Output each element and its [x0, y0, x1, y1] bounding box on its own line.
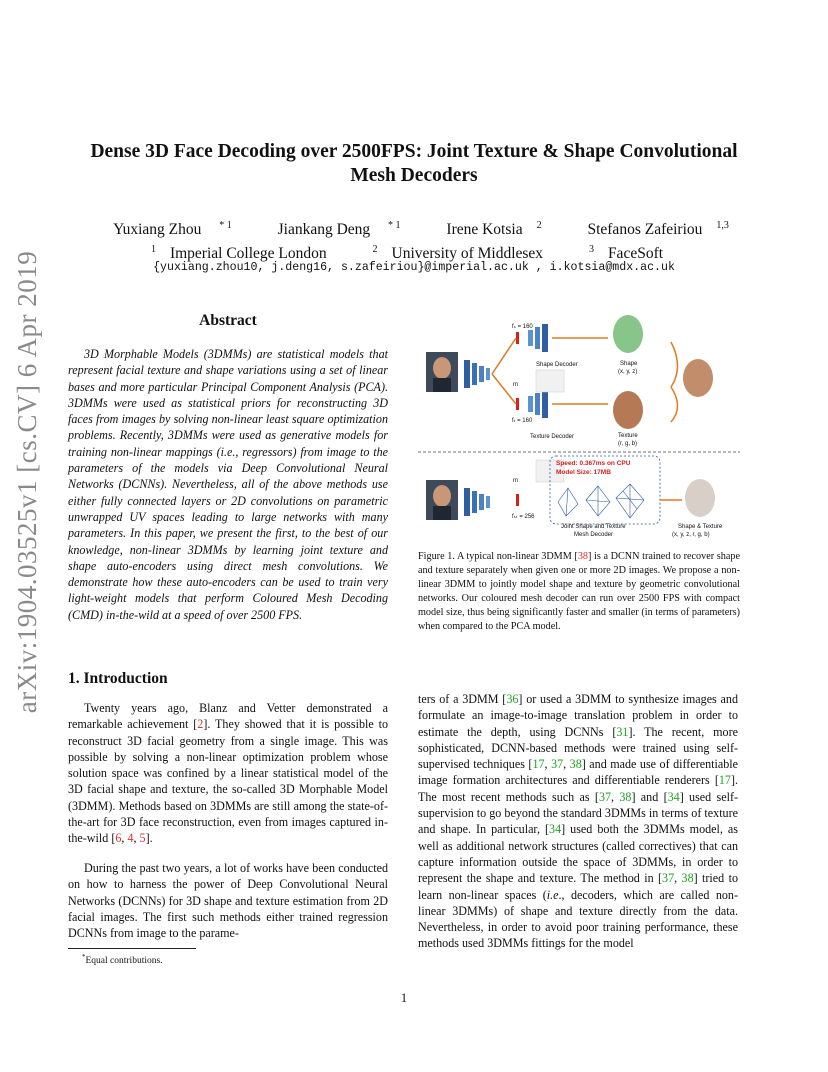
citation-link[interactable]: 2	[197, 717, 204, 732]
affiliation-3: $^3$ FaceSoft	[588, 244, 664, 263]
m-label: m	[513, 382, 518, 388]
shape-decoder-label: Shape Decoder	[536, 362, 578, 368]
citation-link[interactable]: 6	[115, 831, 122, 846]
latent-joint-vector	[516, 494, 519, 506]
input-face-image-bottom	[426, 480, 458, 520]
author-4: Stefanos Zafeiriou $^{1,3}$	[587, 220, 729, 239]
joint-output-coords: (x, y, z, r, g, b)	[672, 532, 710, 538]
joint-decoder-label-2: Mesh Decoder	[574, 532, 614, 538]
citation-link[interactable]: 5	[139, 831, 146, 846]
author-1: Yuxiang Zhou $^{* 1}$	[113, 220, 232, 239]
latent-shape-vector	[516, 332, 519, 344]
citation-link[interactable]: 34	[549, 822, 562, 837]
footnote-rule	[68, 948, 196, 949]
citation-link[interactable]: 4	[127, 831, 134, 846]
abstract-text: 3D Morphable Models (3DMMs) are statistical models that represent facial texture and shape variations using a set of linear bases and more particular Principal Component Analysis (PCA). 3DMMs were used as statistical priors for reconstructing 3D faces from images by solving non-linear least square optimization problems. Recently, 3DMMs were used as generative models for training non-linear mappings (i.e., regressors) from image to the parameters of the models via Deep Convolutional Neural Networks (DCNNs). Nevertheless, all of the above methods use either fully connected layers or 2D convolutions on parametric unwrapped UV spaces leading to large networks with many parameters. In this paper, we present the first, to the best of our knowledge, non-linear 3DMMs by learning joint texture and shape auto-encoders using direct mesh convolutions. We demonstrate how these auto-encoders can be used to train very light-weight models that perform Coloured Mesh Decoding (CMD) in-the-wild at a speed of over 2500 FPS.	[68, 347, 388, 622]
input-face-image-top	[426, 352, 458, 392]
encoder-blocks-bottom	[464, 488, 490, 516]
fs-label: fₛ = 160	[512, 324, 533, 330]
citation-link[interactable]: 17	[532, 757, 545, 772]
title-line-2: Mesh Decoders	[350, 165, 478, 186]
citation-link[interactable]: 38	[681, 871, 694, 886]
ft-label: fₜ = 160	[512, 418, 533, 424]
author-emails: {yuxiang.zhou10, j.deng16, s.zafeiriou}@imperial.ac.uk , i.kotsia@mdx.ac.uk	[153, 261, 675, 274]
m-label-bottom: m	[513, 478, 518, 484]
shape-output-label: Shape	[620, 361, 638, 367]
combined-output-face	[683, 359, 713, 397]
citation-link[interactable]: 38	[619, 789, 632, 804]
joint-output-face	[685, 479, 715, 517]
citation-link[interactable]: 17	[718, 773, 731, 788]
author-3: Irene Kotsia $^2$	[446, 220, 542, 239]
texture-output-image	[613, 391, 643, 429]
shape-output-mesh	[613, 315, 643, 353]
author-2: Jiankang Deng $^{* 1}$	[277, 220, 401, 239]
joint-mesh-graphs	[558, 484, 644, 518]
texture-output-label: Texture	[618, 433, 638, 439]
abstract-heading: Abstract	[199, 312, 257, 329]
citation-link[interactable]: 37	[551, 757, 564, 772]
citation-link[interactable]: 37	[598, 789, 612, 804]
intro-paragraph-2: During the past two years, a lot of works have been conducted on how to harness the power of Deep Convolutional Neural Networks (DCNNs) for 3D shape and texture estimation from 2D facial images. The first such methods either trained regression DCNNs from image to the parame-	[68, 861, 388, 941]
intro-paragraph-3: ters of a 3DMM [36] or used a 3DMM to synthesize images and formulate an image-to-image translation problem in order to estimate the depth, using DCNNs [31]. The recent, more sophisticated, DCNN-based methods were trained using self-supervised techniques [17, 37, 38] and made use of differentiable image formation architectures and differentiable renderers [17]. The most recent methods such as [37, 38] and [34] used self-supervision to go beyond the standard 3DMMs in terms of texture and shape. In particular, [34] used both the 3DMMs model, as well as additional network structures (called correctives) that can capture information outside the space of 3DMMs, in order to represent the shape and texture. The method in [37, 38] tried to learn non-linear spaces (i.e., decoders, which are called non-linear 3DMMs) of shape and texture directly from the data. Nevertheless, in order to avoid poor training performance, these methods used 3DMMs fittings for the model	[418, 692, 739, 951]
intro-paragraph-1: Twenty years ago, Blanz and Vetter demonstrated a remarkable achievement [2]. They showed that it is possible to reconstruct 3D facial geometry from a single image. This was possible by solving a non-linear optimization problem whose solution space was confined by a linear statistical model of the 3D facial shape and texture, the so-called 3D Morphable Model (3DMM). Methods based on 3DMMs are still among the state-of-the-art for 3D face reconstruction, even from images captured in-the-wild [6, 4, 5].	[68, 701, 388, 846]
affiliation-2: $^2$ University of Middlesex	[372, 244, 544, 263]
citation-link[interactable]: 38	[577, 551, 589, 562]
texture-output-channels: (r, g, b)	[618, 441, 638, 447]
affiliation-1: $^1$ Imperial College London	[150, 244, 327, 263]
speed-annotation: Speed: 0.367ms on CPU	[556, 460, 631, 467]
texture-decoder-blocks	[528, 390, 548, 418]
author-block	[60, 216, 768, 264]
joint-decoder-label-1: Joint Shape and Texture	[561, 524, 626, 530]
paper-title	[60, 140, 768, 188]
shape-output-coords: (x, y, z)	[618, 369, 638, 375]
footnote: *Equal contributions.	[82, 953, 163, 967]
fst-label: fₛₜ = 256	[512, 514, 535, 520]
citation-link[interactable]: 37	[662, 871, 675, 886]
latent-texture-vector	[516, 398, 519, 410]
joint-output-label: Shape & Texture	[678, 524, 723, 530]
section-heading-introduction: 1. Introduction	[68, 670, 168, 687]
title-line-1: Dense 3D Face Decoding over 2500FPS: Joint Texture & Shape Convolutional	[90, 141, 738, 162]
author-names	[60, 216, 768, 240]
page-number: 1	[400, 991, 408, 1005]
arxiv-identifier: arXiv:1904.03525v1 [cs.CV] 6 Apr 2019	[12, 250, 42, 714]
model-size-annotation: Model Size: 17MB	[556, 469, 611, 476]
citation-link[interactable]: 38	[569, 757, 582, 772]
citation-link[interactable]: 31	[616, 724, 629, 739]
figure-1-diagram	[416, 312, 742, 547]
citation-link[interactable]: 36	[506, 692, 519, 706]
texture-decoder-label: Texture Decoder	[530, 434, 575, 440]
citation-link[interactable]: 34	[667, 789, 680, 804]
encoder-blocks-top	[464, 360, 490, 388]
figure-1-caption: Figure 1. A typical non-linear 3DMM [38] is a DCNN trained to recover shape and texture separately when given one or more 2D images. We propose a non-linear 3DMM to jointly model shape and texture by geometric convolutional networks. Our coloured mesh decoder can run over 2500 FPS with compact model size, thus being significantly faster and smaller (in terms of parameters) when compared to the PCA model.	[418, 551, 740, 632]
